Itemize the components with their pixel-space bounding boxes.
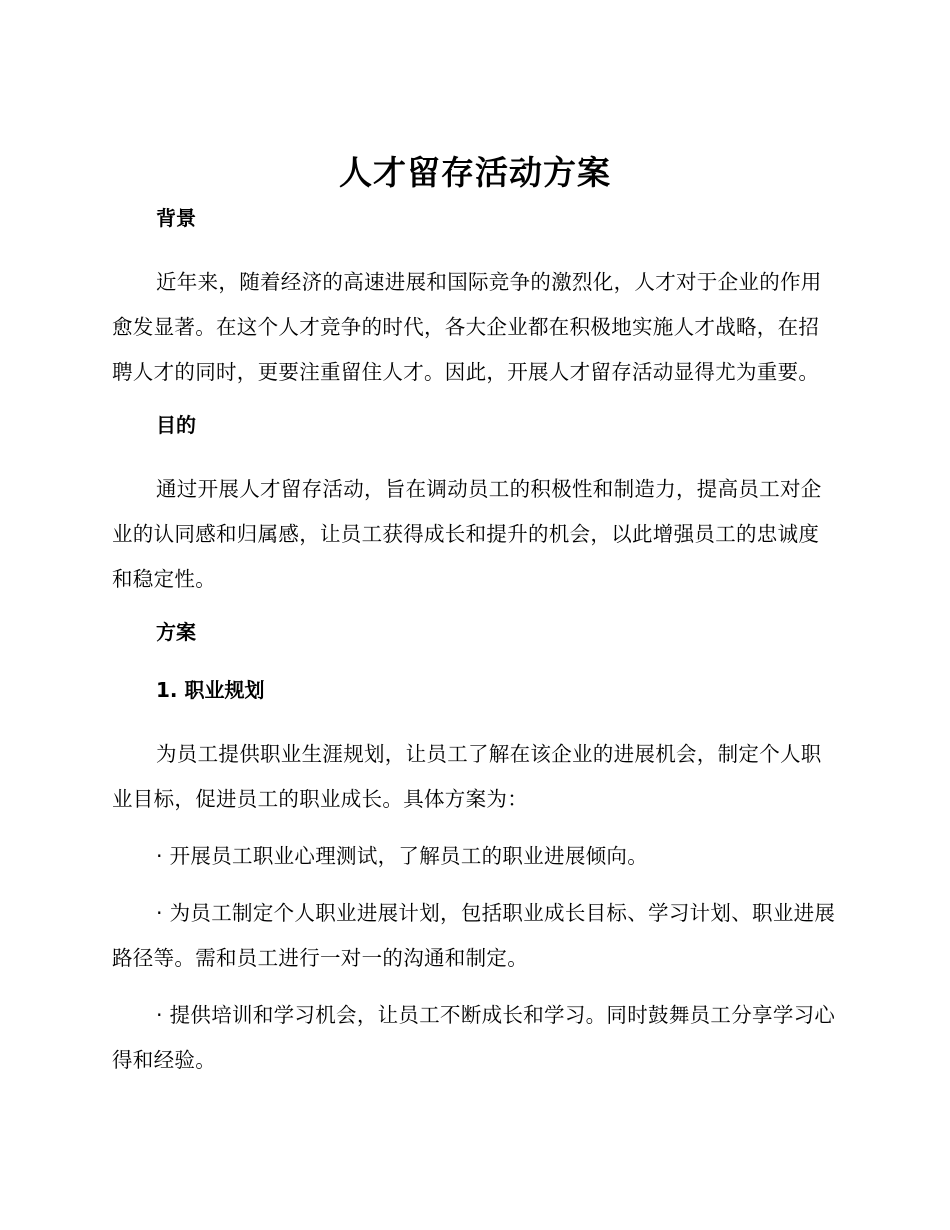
bullet-item-2: · 为员工制定个人职业进展计划，包括职业成长目标、学习计划、职业进展路径等。需和员工进行一对一的沟通和制定。 — [112, 901, 836, 970]
bullet-item-3: · 提供培训和学习机会，让员工不断成长和学习。同时鼓舞员工分享学习心得和经验。 — [112, 1003, 836, 1072]
paragraph-purpose: 通过开展人才留存活动，旨在调动员工的积极性和制造力，提高员工对企业的认同感和归属感，让员工获得成长和提升的机会，以此增强员工的忠诚度和稳定性。 — [112, 477, 822, 591]
subsection-heading-career: 1. 职业规划 — [156, 678, 265, 702]
paragraph-career: 为员工提供职业生涯规划，让员工了解在该企业的进展机会，制定个人职业目标，促进员工的职业成长。具体方案为： — [112, 742, 822, 811]
section-heading-background: 背景 — [156, 206, 196, 230]
document-title: 人才留存活动方案 — [339, 153, 611, 192]
section-heading-purpose: 目的 — [156, 413, 196, 437]
section-heading-plan: 方案 — [156, 620, 196, 644]
paragraph-background: 近年来，随着经济的高速进展和国际竞争的激烈化，人才对于企业的作用愈发显著。在这个人才竞争的时代，各大企业都在积极地实施人才战略，在招聘人才的同时，更要注重留住人才。因此，开展人才留存活动显得尤为重要。 — [112, 270, 822, 384]
bullet-item-1: · 开展员工职业心理测试，了解员工的职业进展倾向。 — [156, 844, 649, 868]
